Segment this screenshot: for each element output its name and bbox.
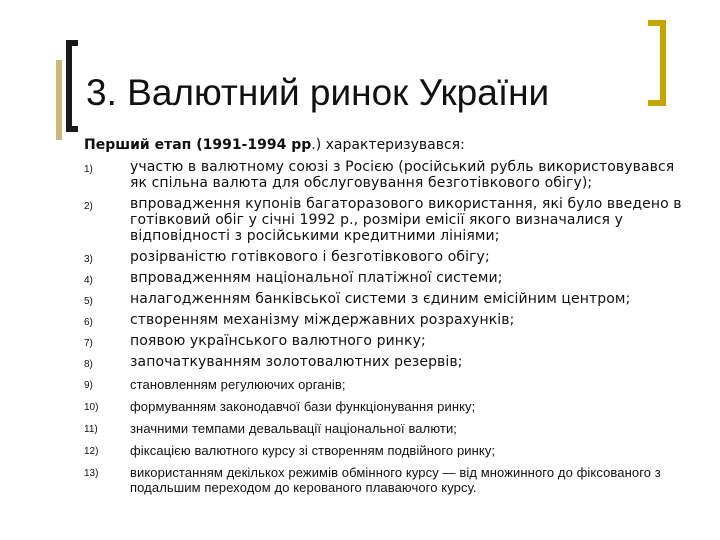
list-item	[84, 354, 684, 370]
left-bracket-dark-bar	[66, 40, 72, 132]
list-item-text: впровадженням національної платіжної системи;	[130, 270, 503, 286]
list-item	[84, 465, 684, 495]
list-item-text: використанням декількох режимів обмінного курсу — від множинного до фіксованого з подальшим переходом до керованого плаваючого курсу.	[130, 465, 661, 495]
list-item-number: 6)	[84, 317, 93, 328]
list-item-number: 5)	[84, 296, 93, 307]
list-item-text: впровадження купонів багаторазового використання, які було введено в готівковий обіг у січні 1992 р., розміри емісії якого визначалися у відповідності з російськими кредитними лініями;	[130, 196, 682, 244]
list-item-text: формуванням законодавчої бази функціонування ринку;	[130, 399, 476, 414]
list-item	[84, 421, 684, 436]
slide-title: 3. Валютний ринок України	[86, 72, 550, 113]
list-item-text: створенням механізму міждержавних розрахунків;	[130, 312, 515, 328]
list-item-number: 11)	[84, 424, 98, 435]
list-item-number: 13)	[84, 468, 99, 479]
left-bracket-top	[66, 40, 78, 46]
list-item-text: участю в валютному союзі з Росією (російський рубль використовувався як спільна валюта для обслуговування безготівкового обігу);	[130, 159, 675, 191]
list-item	[84, 399, 684, 414]
list-item-text: налагодженням банківської системи з єдиним емісійним центром;	[130, 291, 631, 307]
characteristics-list	[84, 154, 684, 495]
list-item-number: 9)	[84, 380, 93, 391]
list-item-number: 10)	[84, 402, 99, 413]
list-item	[84, 270, 684, 286]
list-item-number: 8)	[84, 359, 93, 370]
list-item-text: становленням регулюючих органів;	[130, 377, 346, 392]
list-item	[84, 333, 684, 349]
right-bracket-bottom	[648, 100, 666, 106]
left-bracket-bottom	[66, 126, 78, 132]
list-item-number: 7)	[84, 338, 93, 349]
list-item	[84, 159, 684, 191]
intro-text	[84, 137, 684, 153]
list-item-text: фіксацією валютного курсу зі створенням подвійного ринку;	[130, 443, 496, 458]
list-item-text: значними темпами девальвації національної валюти;	[130, 421, 458, 436]
list-item	[84, 249, 684, 265]
list-item	[84, 377, 684, 392]
list-item-number: 12)	[84, 446, 99, 457]
right-bracket-top	[648, 20, 666, 26]
list-item	[84, 443, 684, 458]
list-item	[84, 312, 684, 328]
right-bracket-bar	[660, 20, 666, 106]
list-item-number: 3)	[84, 254, 93, 265]
list-item-text: започаткуванням золотовалютних резервів;	[130, 354, 463, 370]
right-bracket-decoration	[648, 20, 668, 106]
list-item	[84, 291, 684, 307]
left-bracket-decoration	[56, 40, 78, 132]
intro-rest: .) характеризувався:	[311, 137, 465, 153]
list-item-text: розірваністю готівкового і безготівкового обігу;	[130, 249, 490, 265]
list-item-number: 4)	[84, 275, 93, 286]
list-item	[84, 196, 684, 244]
list-item-text: появою українського валютного ринку;	[130, 333, 426, 349]
list-item-number: 2)	[84, 201, 93, 212]
list-item-number: 1)	[84, 164, 93, 175]
intro-bold: Перший етап (1991-1994 рр	[84, 137, 312, 153]
left-bracket-gold-bar	[56, 60, 62, 140]
